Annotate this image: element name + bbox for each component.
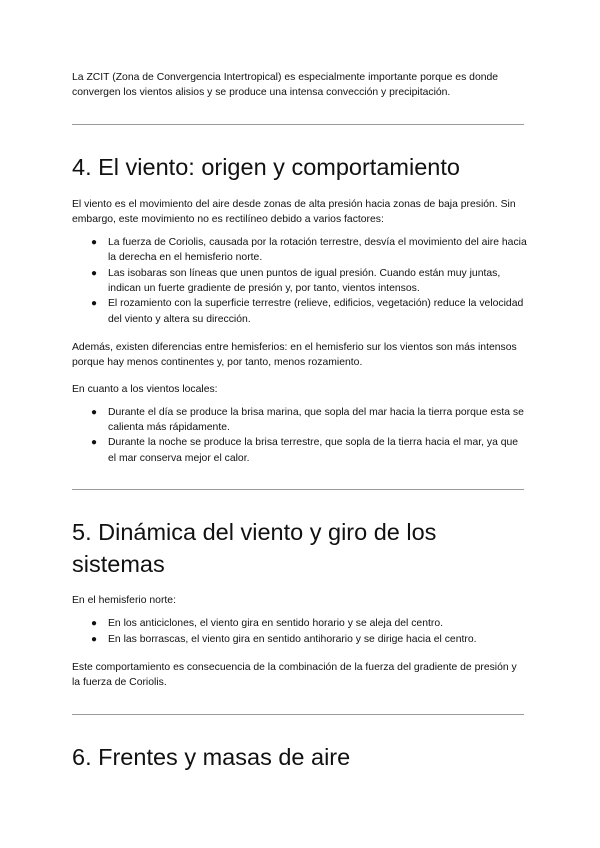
list-item: ● Durante el día se produce la brisa marina, que sopla del mar hacia la tierra porque esta se calienta más rápidamente. <box>91 406 524 434</box>
section-5-paragraph-2: Este comportamiento es consecuencia de la combinación de la fuerza del gradiente de presión y la fuerza de Coriolis. <box>72 661 517 689</box>
intro-paragraph: La ZCIT (Zona de Convergencia Intertropical) es especialmente importante porque es donde convergen los vientos alisios y se produce una intensa convección y precipitación. <box>72 72 499 99</box>
bullet-icon: ● <box>91 298 98 310</box>
bullet-icon: ● <box>91 267 98 279</box>
section-4-paragraph-1: El viento es el movimiento del aire desde zonas de alta presión hacia zonas de baja presión. Sin embargo, este movimiento no es rectilíneo debido a varios factores: <box>72 198 516 225</box>
section-4-bullet-list-1 <box>72 235 527 327</box>
list-item: ● Durante la noche se produce la brisa terrestre, que sopla de la tierra hacia el mar, ya que el mar conserva mejor el calor. <box>91 437 519 464</box>
section-4-paragraph-3: En cuanto a los vientos locales: <box>72 383 218 395</box>
section-4-bullet-list-2 <box>72 405 527 466</box>
bullet-icon: ● <box>91 237 98 249</box>
list-item: ● El rozamiento con la superficie terrestre (relieve, edificios, vegetación) reduce la velocidad del viento y altera su dirección. <box>91 298 524 325</box>
section-6-heading: 6. Frentes y masas de aire <box>72 743 351 770</box>
section-5-heading: 5. Dinámica del viento y giro de los sistemas <box>72 519 437 578</box>
document-page <box>72 70 527 773</box>
list-item: ● La fuerza de Coriolis, causada por la rotación terrestre, desvía el movimiento del aire hacia la derecha en el hemisferio norte. <box>91 237 527 264</box>
section-4-paragraph-2: Además, existen diferencias entre hemisferios: en el hemisferio sur los vientos son más intensos porque hay menos continentes y, por tanto, menos rozamiento. <box>72 341 517 369</box>
section-5-bullet-list <box>72 616 527 647</box>
bullet-icon: ● <box>91 406 98 418</box>
section-5-paragraph-1: En el hemisferio norte: <box>72 595 176 607</box>
bullet-icon: ● <box>91 618 98 630</box>
list-item: ● En las borrascas, el viento gira en sentido antihorario y se dirige hacia el centro. <box>72 632 527 647</box>
bullet-icon: ● <box>91 437 98 449</box>
bullet-icon: ● <box>91 633 98 645</box>
section-4-heading: 4. El viento: origen y comportamiento <box>72 153 460 180</box>
list-item: ● En los anticiclones, el viento gira en sentido horario y se aleja del centro. <box>72 616 527 631</box>
list-item: ● Las isobaras son líneas que unen puntos de igual presión. Cuando están muy juntas, indican un fuerte gradiente de presión y, por tanto, vientos intensos. <box>91 267 501 295</box>
